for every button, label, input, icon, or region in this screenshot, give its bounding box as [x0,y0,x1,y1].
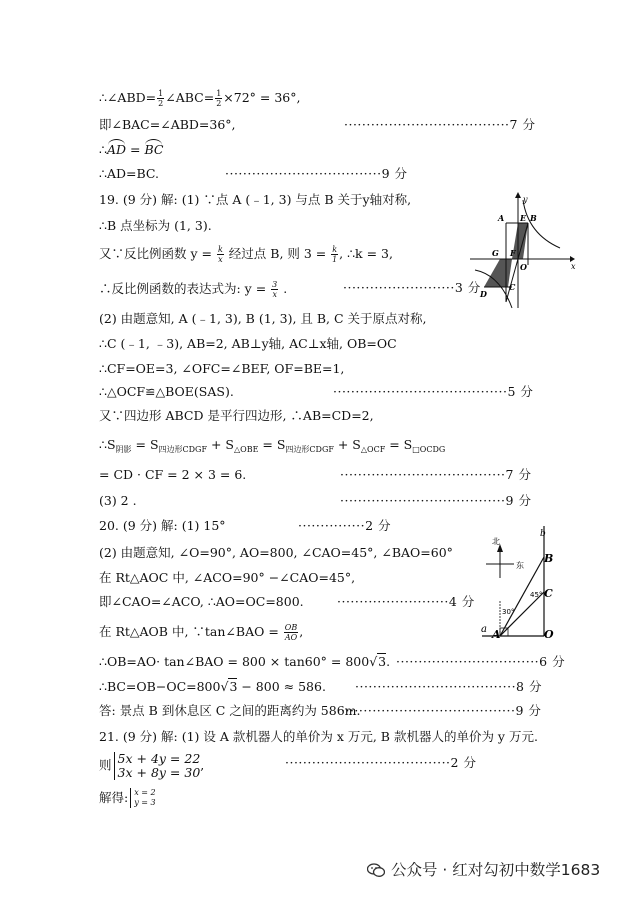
point-label: B [544,552,554,565]
solution-line: (2) 由题意知, A (﹣1, 3), B (1, 3), 且 B, C 关于原点对称, [99,311,427,326]
solution-line: ∴B 点坐标为 (1, 3). [99,218,212,233]
point-label: A [498,213,505,223]
solution-line: 即∠BAC=∠ABD=36°, [99,117,236,132]
solution-result: 解得: x = 2 y = 3 [99,788,156,807]
solution-line: ∴BC=OB−OC=800√3 − 800 ≈ 586. [99,679,326,694]
equation-system: 则 5x + 4y = 22 3x + 8y = 30 , [99,751,205,780]
fraction: $\frac{1}{2}$ [158,89,164,108]
fraction: $\frac{1}{2}$ [216,89,222,108]
point-label: G [492,248,499,258]
solution-line: $\therefore S_{阴影} = S_{四边形CDGF} + S_{\triangle OBE} = S_{四边形CDGF} + S_{\triangle OCF} = S_{□OCDG}$ [99,437,446,454]
score-marker: ·····································2 分 [285,755,477,770]
solution-line: (3) 2 . [99,493,137,508]
angle-label: 30° [502,608,515,616]
point-label: D [480,289,487,299]
solution-line: ∴AD=BC. [99,166,159,181]
solution-line: = CD · CF = 2 × 3 = 6. [99,467,247,482]
score-marker: ·························4 分 [337,594,475,609]
point-label: B [530,213,537,223]
triangle-figure [478,522,558,642]
question-header: 20. (9 分) 解: (1) 15° [99,518,226,533]
solution-line: ∴CF=OE=3, ∠OFC=∠BEF, OF=BE=1, [99,361,345,376]
solution-line: ∴AD = BC [99,142,164,157]
solution-line: 又∵反比例函数 y = $\frac{k}{x}$ 经过点 B, 则 3 = $\frac{k}{1}$ , ∴k = 3, [99,245,393,264]
score-marker: ·······································5 分 [333,384,534,399]
solution-line: 在 Rt△AOC 中, ∠ACO=90° −∠CAO=45°, [99,570,356,585]
point-label: A [492,628,501,641]
direction-label: 北 [492,537,500,546]
score-marker: ···············2 分 [298,518,392,533]
score-marker: ································6 分 [396,654,566,669]
solution-line: ∴C (﹣1, ﹣3), AB=2, AB⊥y轴, AC⊥x轴, OB=OC [99,336,397,351]
point-label: C [544,587,553,600]
score-marker: ·····································9 分 [340,493,532,508]
score-marker: ····································8 分 [355,679,542,694]
point-label: O [520,262,527,272]
solution-line: 答: 景点 B 到休息区 C 之间的距离约为 586m. [99,703,361,718]
hyperbola-figure [470,190,580,310]
solution-line: 在 Rt△AOB 中, ∵tan∠BAO = $\frac{OB}{AO}$ , [99,623,304,642]
wechat-icon [367,863,385,877]
solution-line: 又∵四边形 ABCD 是平行四边形, ∴AB=CD=2, [99,408,374,423]
score-marker: ·························3 分 [343,280,481,295]
solution-line: ∴△OCF≌△BOE(SAS). [99,384,234,399]
axis-label-x: x [571,262,576,271]
solution-line: ∴∠ABD= $\frac{1}{2}$ ∠ABC= $\frac{1}{2}$ ×72° = 36°, [99,89,301,108]
solution-line: (2) 由题意知, ∠O=90°, AO=800, ∠CAO=45°, ∠BAO=60° [99,545,453,560]
line-label: a [481,624,487,635]
point-label: O [544,628,554,641]
point-label: C [509,282,516,292]
angle-label: 45° [530,591,543,599]
score-marker: ·····································7 分 [340,467,532,482]
watermark: 公众号 · 红对勾初中数学1683 [367,858,600,880]
line-label: b [540,529,546,539]
point-label: E [520,213,527,223]
solution-line: ∴反比例函数的表达式为: y = $\frac{3}{x}$ . [99,280,288,299]
axis-label-y: y [523,195,528,204]
score-marker: ···································9 分 [225,166,408,181]
solution-line: ∴OB=AO· tan∠BAO = 800 × tan60° = 800√3. [99,654,391,669]
question-header: 19. (9 分) 解: (1) ∵点 A (﹣1, 3) 与点 B 关于y轴对称, [99,192,412,207]
solution-line: 即∠CAO=∠ACO, ∴AO=OC=800. [99,594,304,609]
point-label: F [510,248,516,258]
score-marker: ·····································7 分 [344,117,536,132]
question-header: 21. (9 分) 解: (1) 设 A 款机器人的单价为 x 万元, B 款机器人的单价为 y 万元. [99,729,538,744]
direction-label: 东 [516,561,524,570]
score-marker: ·······································9 分 [341,703,542,718]
